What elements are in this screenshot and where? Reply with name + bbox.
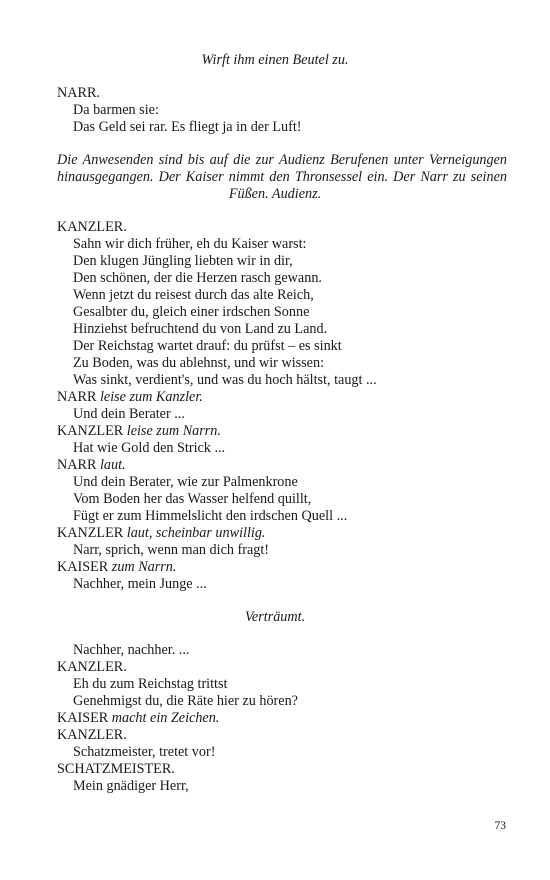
page-number: 73 [494, 820, 506, 832]
speaker-line [57, 219, 127, 236]
verse-line: Sahn wir dich früher, eh du Kaiser warst: [73, 236, 307, 252]
speaker-line [57, 389, 203, 406]
speaker-direction: macht ein Zeichen. [111, 710, 220, 726]
speaker-name: NARR [57, 389, 97, 405]
stage-direction-line: hinausgegangen. Der Kaiser nimmt den Thronsessel ein. Der Narr zu seinen [57, 169, 507, 185]
verse-line: Genehmigst du, die Räte hier zu hören? [73, 693, 298, 709]
verse-line: Fügt er zum Himmelslicht den irdschen Quell ... [73, 508, 348, 524]
speaker-name: SCHATZMEISTER. [57, 761, 175, 777]
speaker-name: KANZLER. [57, 219, 127, 235]
verse-line: Das Geld sei rar. Es fliegt ja in der Luft! [73, 119, 302, 135]
speaker-name: KAISER [57, 559, 109, 575]
speaker-direction: zum Narrn. [111, 559, 177, 575]
speaker-line [57, 85, 100, 102]
speaker-name: KANZLER [57, 525, 124, 541]
verse-line: Hat wie Gold den Strick ... [73, 440, 226, 456]
speaker-name: KANZLER [57, 423, 124, 439]
speaker-direction: leise zum Kanzler. [99, 389, 203, 405]
verse-line: Und dein Berater ... [73, 406, 185, 422]
speaker-line [57, 761, 175, 778]
speaker-line [57, 727, 127, 744]
verse-line: Nachher, nachher. ... [73, 642, 190, 658]
verse-line: Zu Boden, was du ablehnst, und wir wissen: [73, 355, 325, 371]
verse-line: Eh du zum Reichstag trittst [73, 676, 228, 692]
verse-line: Vom Boden her das Wasser helfend quillt, [73, 491, 312, 507]
speaker-line [57, 423, 221, 440]
stage-direction: Wirft ihm einen Beutel zu. [201, 52, 349, 68]
stage-direction: Verträumt. [244, 609, 306, 625]
verse-line: Schatzmeister, tretet vor! [73, 744, 216, 760]
speaker-name: KAISER [57, 710, 109, 726]
speaker-name: NARR [57, 457, 97, 473]
speaker-line [57, 525, 265, 542]
verse-line: Was sinkt, verdient's, und was du hoch hältst, taugt ... [73, 372, 377, 388]
speaker-line [57, 659, 127, 676]
verse-line: Wenn jetzt du reisest durch das alte Reich, [73, 287, 314, 303]
verse-line: Gesalbter du, gleich einer irdschen Sonne [73, 304, 310, 320]
speaker-line [57, 559, 176, 576]
verse-line: Und dein Berater, wie zur Palmenkrone [73, 474, 298, 490]
speaker-name: KANZLER. [57, 659, 127, 675]
verse-line: Nachher, mein Junge ... [73, 576, 207, 592]
speaker-direction: leise zum Narrn. [126, 423, 221, 439]
verse-line: Den schönen, der die Herzen rasch gewann. [73, 270, 322, 286]
verse-line: Mein gnädiger Herr, [73, 778, 189, 794]
verse-line: Da barmen sie: [73, 102, 159, 118]
verse-line: Narr, sprich, wenn man dich fragt! [73, 542, 270, 558]
verse-line: Hinziehst befruchtend du von Land zu Land. [73, 321, 328, 337]
speaker-line [57, 457, 126, 474]
verse-line: Den klugen Jüngling liebten wir in dir, [73, 253, 293, 269]
speaker-direction: laut, scheinbar unwillig. [126, 525, 266, 541]
speaker-direction: laut. [99, 457, 126, 473]
speaker-line [57, 710, 219, 727]
stage-direction-line: Die Anwesenden sind bis auf die zur Audienz Berufenen unter Verneigungen [57, 152, 507, 168]
verse-line: Der Reichstag wartet drauf: du prüfst – es sinkt [73, 338, 342, 354]
speaker-name: NARR. [57, 85, 100, 101]
stage-direction: Füßen. Audienz. [228, 186, 322, 202]
speaker-name: KANZLER. [57, 727, 127, 743]
